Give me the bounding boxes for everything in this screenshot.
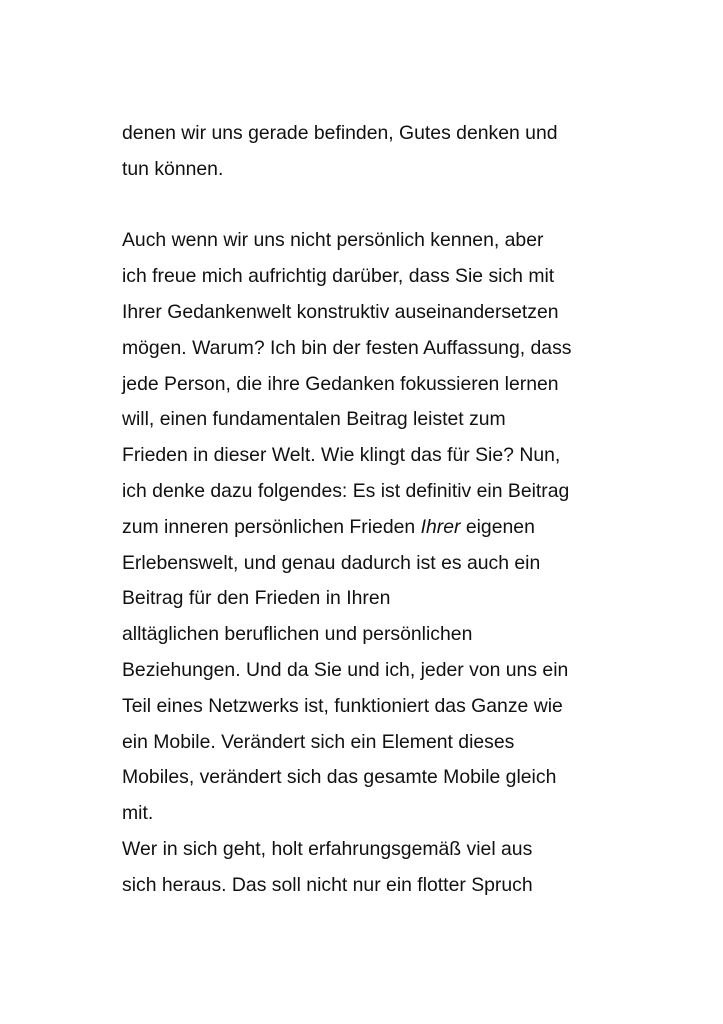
text-line: tun können. xyxy=(122,157,224,180)
text-line: sich heraus. Das soll nicht nur ein flotter Spruch xyxy=(122,873,533,896)
text-segment: zum inneren persönlichen Frieden xyxy=(122,515,421,538)
text-line: denen wir uns gerade befinden, Gutes denken und xyxy=(122,122,558,144)
text-line: Mobiles, verändert sich das gesamte Mobile gleich xyxy=(122,766,557,789)
text-line: Beziehungen. Und da Sie und ich, jeder von uns ein xyxy=(122,658,569,681)
text-line: will, einen fundamentalen Beitrag leistet zum xyxy=(122,408,506,431)
text-line: Ihrer Gedankenwelt konstruktiv auseinandersetzen xyxy=(122,300,559,323)
text-line: mögen. Warum? Ich bin der festen Auffassung, dass xyxy=(122,336,572,359)
body-text xyxy=(122,116,612,904)
emphasized-word: Ihrer xyxy=(420,515,461,538)
text-line: Beitrag für den Frieden in Ihren xyxy=(122,587,391,610)
text-line: Erlebenswelt, und genau dadurch ist es auch ein xyxy=(122,551,541,574)
text-line: alltäglichen beruflichen und persönlichen xyxy=(122,623,473,646)
text-line-with-emphasis xyxy=(122,510,612,546)
text-segment: eigenen xyxy=(460,515,535,538)
text-line: ich denke dazu folgendes: Es ist definitiv ein Beitrag xyxy=(122,479,570,502)
text-line: Frieden in dieser Welt. Wie klingt das für Sie? Nun, xyxy=(122,444,561,467)
paragraph-gap xyxy=(122,188,612,224)
text-line: mit. xyxy=(122,802,154,825)
text-line: ein Mobile. Verändert sich ein Element dieses xyxy=(122,730,515,753)
text-line: Teil eines Netzwerks ist, funktioniert das Ganze wie xyxy=(122,694,563,717)
text-line: Auch wenn wir uns nicht persönlich kennen, aber xyxy=(122,229,544,252)
text-line: Wer in sich geht, holt erfahrungsgemäß viel aus xyxy=(122,837,533,860)
text-line: ich freue mich aufrichtig darüber, dass Sie sich mit xyxy=(122,265,555,288)
text-line: jede Person, die ihre Gedanken fokussieren lernen xyxy=(122,372,559,395)
